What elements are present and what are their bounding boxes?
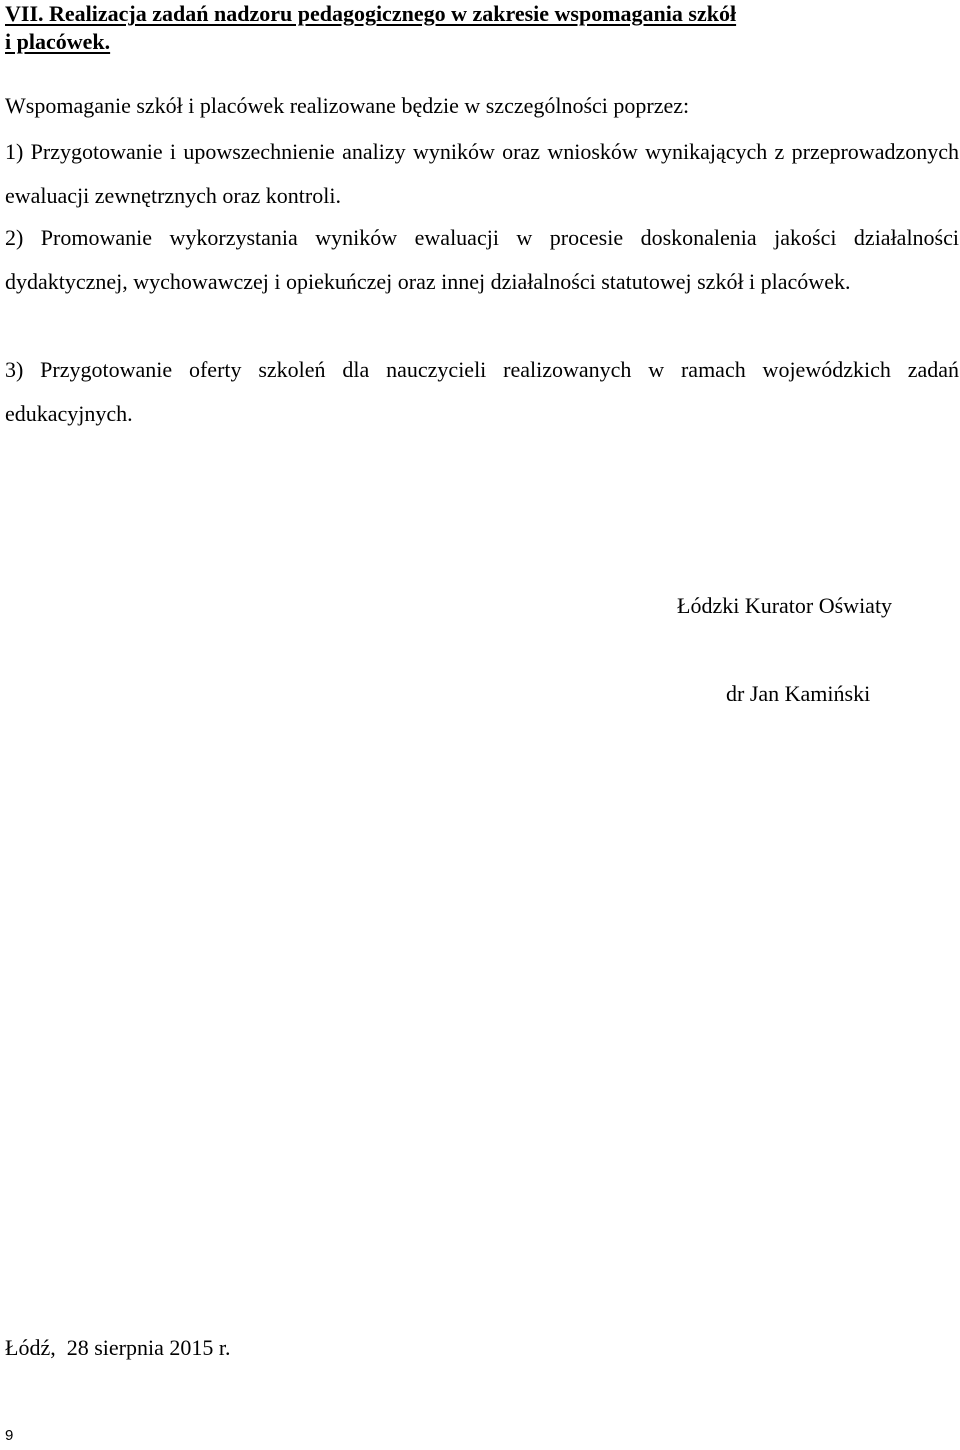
place-and-date: Łódź, 28 sierpnia 2015 r. xyxy=(5,1335,231,1360)
page-number: 9 xyxy=(5,1427,14,1444)
list-item: 1) Przygotowanie i upowszechnienie analizy wyników oraz wniosków wynikających z przeprowadzonych ewaluacji zewnętrznych oraz kontroli. xyxy=(5,139,959,208)
section-heading xyxy=(5,0,945,56)
signature-name: dr Jan Kamiński xyxy=(726,681,871,706)
section-heading-line-1: VII. Realizacja zadań nadzoru pedagogicznego w zakresie wspomagania szkół xyxy=(5,1,737,26)
list-item: 3) Przygotowanie oferty szkoleń dla nauczycieli realizowanych w ramach wojewódzkich zadań edukacyjnych. xyxy=(5,357,959,426)
section-heading-line-2: i placówek. xyxy=(5,29,111,54)
signature-office: Łódzki Kurator Oświaty xyxy=(677,593,893,618)
list-item: 2) Promowanie wykorzystania wyników ewaluacji w procesie doskonalenia jakości działalności dydaktycznej, wychowawczej i opiekuńczej oraz innej działalności statutowej szkół i placówek. xyxy=(5,225,959,294)
intro-paragraph: Wspomaganie szkół i placówek realizowane będzie w szczególności poprzez: xyxy=(5,93,690,118)
